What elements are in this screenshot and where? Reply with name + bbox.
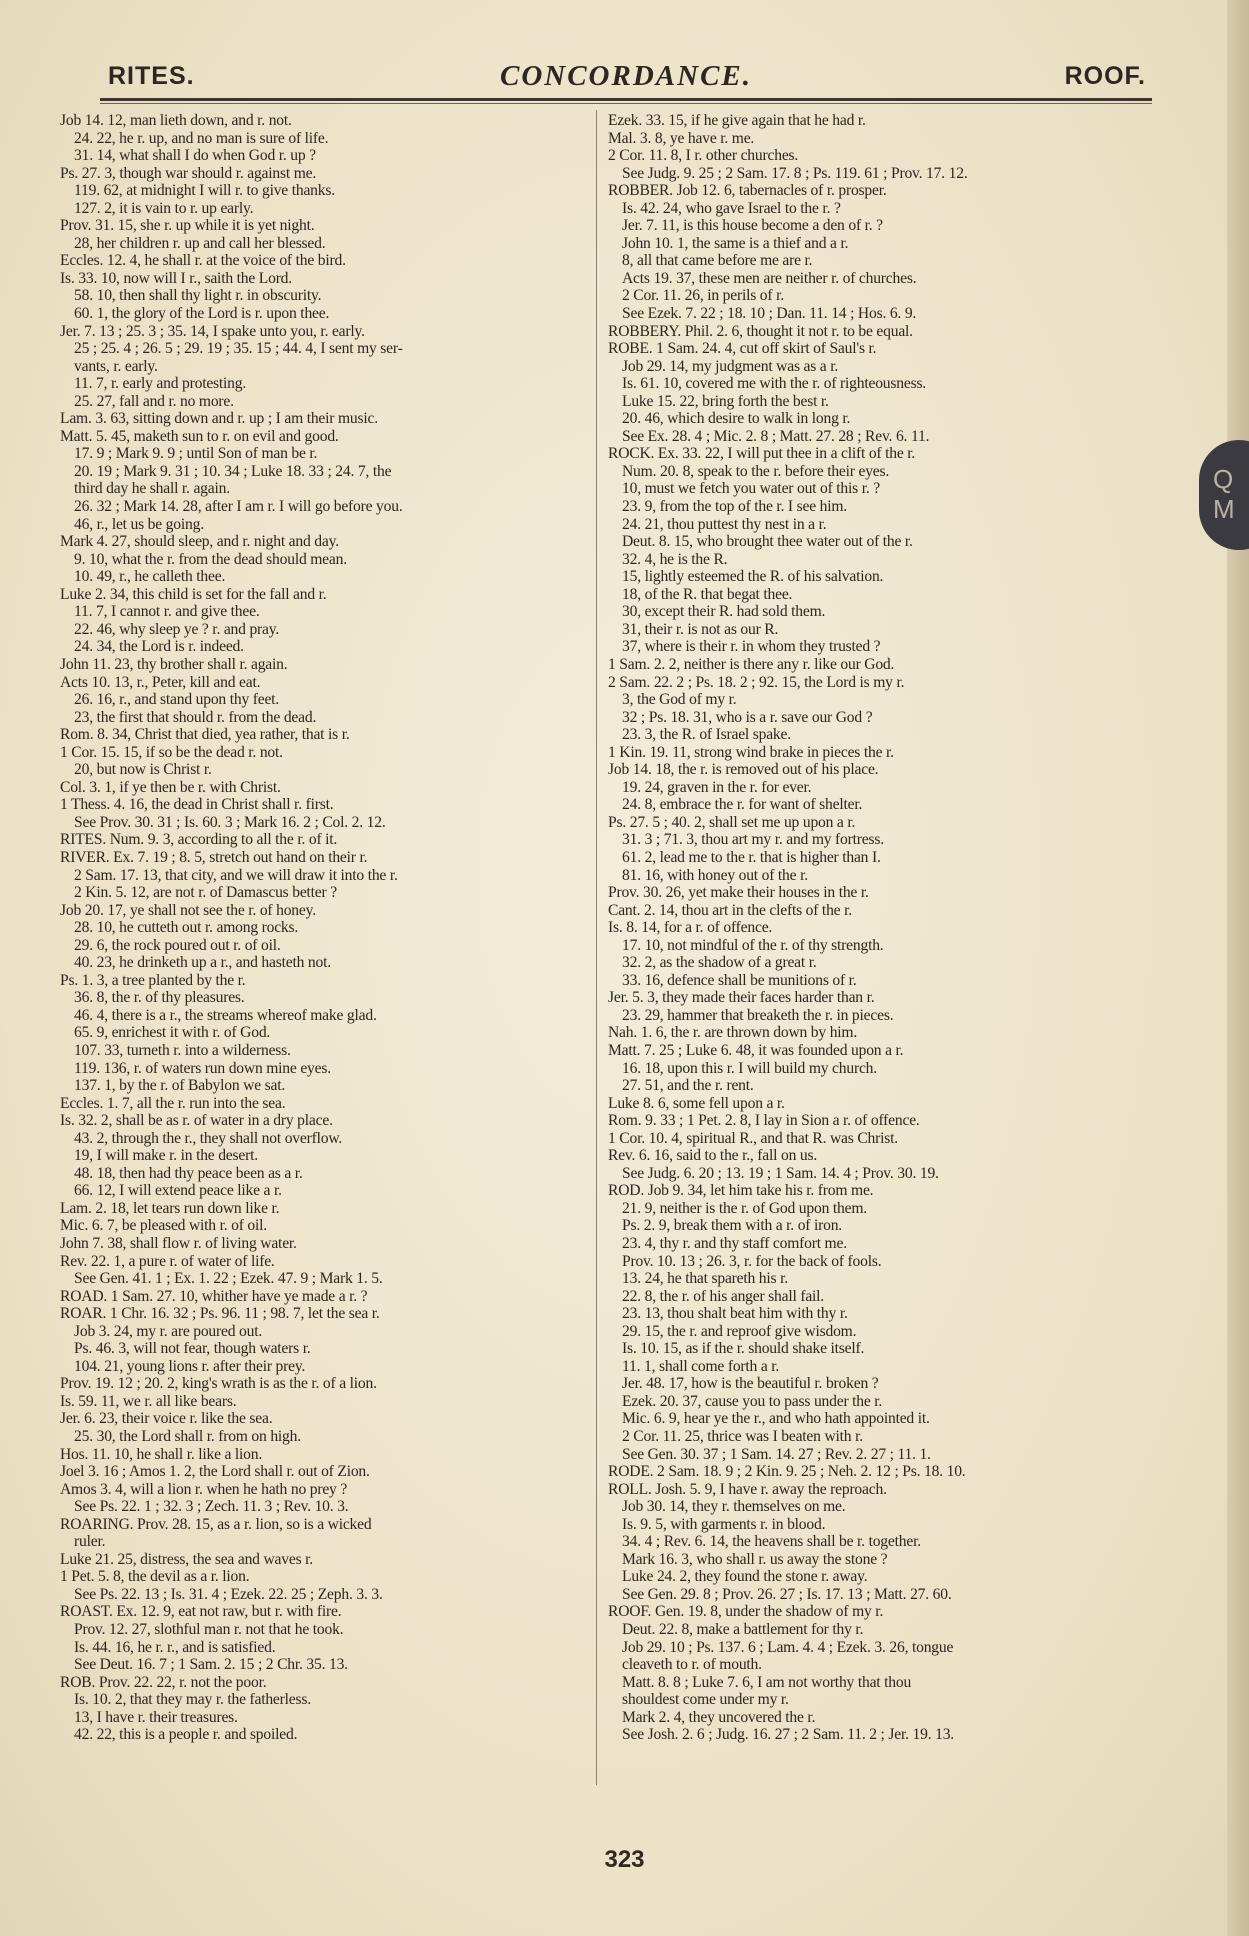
concordance-line: ROBE. 1 Sam. 24. 4, cut off skirt of Saul's r. [608,340,877,358]
concordance-line: 28. 10, he cutteth out r. among rocks. [74,919,299,937]
concordance-line: 1 Kin. 19. 11, strong wind brake in pieces the r. [608,743,894,761]
concordance-line: 107. 33, turneth r. into a wilderness. [74,1041,291,1059]
concordance-line: Cant. 2. 14, thou art in the clefts of the r. [608,901,852,919]
concordance-line: Ps. 27. 5 ; 40. 2, shall set me up upon a r. [608,813,856,831]
concordance-line: 22. 8, the r. of his anger shall fail. [622,1287,825,1305]
concordance-line: ROD. Job 9. 34, let him take his r. from me. [608,1182,874,1200]
concordance-line: Mark 4. 27, should sleep, and r. night and day. [60,533,339,551]
concordance-line: ROAST. Ex. 12. 9, eat not raw, but r. with fire. [60,1603,342,1621]
header-title: CONCORDANCE. [499,60,753,92]
concordance-line: 24. 34, the Lord is r. indeed. [74,638,244,656]
concordance-line: 23. 29, hammer that breaketh the r. in pieces. [622,1006,894,1024]
concordance-line: 18, of the R. that begat thee. [622,585,793,603]
concordance-line: RODE. 2 Sam. 18. 9 ; 2 Kin. 9. 25 ; Neh. 2. 12 ; Ps. 18. 10. [608,1463,966,1481]
concordance-line: Ezek. 33. 15, if he give again that he had r. [608,112,866,129]
concordance-line: Eccles. 1. 7, all the r. run into the sea. [60,1094,286,1112]
concordance-line: 37, where is their r. in whom they trusted ? [622,638,881,656]
concordance-line: 2 Cor. 11. 26, in perils of r. [622,287,784,305]
concordance-line: Luke 15. 22, bring forth the best r. [622,392,829,410]
concordance-line: vants, r. early. [74,357,158,375]
concordance-line: See Judg. 6. 20 ; 13. 19 ; 1 Sam. 14. 4 ; Prov. 30. 19. [622,1164,939,1182]
concordance-line: ROCK. Ex. 33. 22, I will put thee in a clift of the r. [608,445,916,463]
concordance-line: 10, must we fetch you water out of this r. ? [622,480,880,498]
concordance-line: 2 Sam. 22. 2 ; Ps. 18. 2 ; 92. 15, the Lord is my r. [608,673,905,691]
concordance-line: 11. 7, r. early and protesting. [74,375,247,393]
concordance-line: Mic. 6. 7, be pleased with r. of oil. [60,1217,267,1235]
concordance-line: 43. 2, through the r., they shall not overflow. [74,1129,343,1147]
concordance-line: 20. 19 ; Mark 9. 31 ; 10. 34 ; Luke 18. 33 ; 24. 7, the [74,462,392,480]
concordance-line: 24. 22, he r. up, and no man is sure of life. [74,129,329,147]
concordance-line: Is. 33. 10, now will I r., saith the Lord. [60,269,292,287]
concordance-line: 104. 21, young lions r. after their prey. [74,1357,306,1375]
header-rule-thin [100,103,1152,104]
concordance-line: 31. 14, what shall I do when God r. up ? [74,147,316,165]
concordance-line: Eccles. 12. 4, he shall r. at the voice of the bird. [60,252,346,270]
header-first-word: RITES. [108,62,195,90]
concordance-line: 36. 8, the r. of thy pleasures. [74,989,245,1007]
concordance-line: See Judg. 9. 25 ; 2 Sam. 17. 8 ; Ps. 119. 61 ; Prov. 17. 12. [622,164,968,182]
concordance-line: ROB. Prov. 22. 22, r. not the poor. [60,1673,267,1691]
concordance-line: 3, the God of my r. [622,691,737,709]
concordance-line: 27. 51, and the r. rent. [622,1077,754,1095]
concordance-line: 22. 46, why sleep ye ? r. and pray. [74,620,280,638]
concordance-line: 10. 49, r., he calleth thee. [74,568,226,586]
concordance-line: 17. 10, not mindful of the r. of thy strength. [622,936,884,954]
concordance-line: Prov. 30. 26, yet make their houses in the r. [608,884,869,902]
concordance-line: Is. 8. 14, for a r. of offence. [608,919,773,937]
concordance-line: 19. 24, graven in the r. for ever. [622,778,812,796]
concordance-line: 21. 9, neither is the r. of God upon them. [622,1199,867,1217]
concordance-line: 40. 23, he drinketh up a r., and hasteth not. [74,954,331,972]
concordance-line: Lam. 2. 18, let tears run down like r. [60,1199,280,1217]
concordance-line: Lam. 3. 63, sitting down and r. up ; I am their music. [60,410,378,428]
thumb-index-tab[interactable] [1199,440,1249,550]
concordance-line: Prov. 10. 13 ; 26. 3, r. for the back of fools. [622,1252,882,1270]
concordance-line: 65. 9, enrichest it with r. of God. [74,1024,271,1042]
concordance-line: 1 Pet. 5. 8, the devil as a r. lion. [60,1568,250,1586]
concordance-line: 24. 8, embrace the r. for want of shelter. [622,796,863,814]
concordance-line: ROBBERY. Phil. 2. 6, thought it not r. to be equal. [608,322,913,340]
concordance-line: ruler. [74,1533,106,1551]
concordance-line: Ps. 27. 3, though war should r. against me. [60,164,317,182]
concordance-line: 32. 4, he is the R. [622,550,728,568]
concordance-line: 48. 18, then had thy peace been as a r. [74,1164,303,1182]
concordance-line: See Ps. 22. 1 ; 32. 3 ; Zech. 11. 3 ; Rev. 10. 3. [74,1498,349,1516]
concordance-line: Is. 61. 10, covered me with the r. of righteousness. [622,375,927,393]
concordance-line: Deut. 8. 15, who brought thee water out of the r. [622,533,913,551]
concordance-line: cleaveth to r. of mouth. [622,1656,762,1674]
concordance-line: Col. 3. 1, if ye then be r. with Christ. [60,778,281,796]
concordance-line: Prov. 31. 15, she r. up while it is yet night. [60,217,315,235]
concordance-line: RITES. Num. 9. 3, according to all the r. of it. [60,831,338,849]
concordance-line: 30, except their R. had sold them. [622,603,826,621]
concordance-line: 11. 1, shall come forth a r. [622,1357,780,1375]
concordance-line: Rom. 9. 33 ; 1 Pet. 2. 8, I lay in Sion a r. of offence. [608,1112,920,1130]
concordance-line: John 10. 1, the same is a thief and a r. [622,234,849,252]
concordance-line: Luke 8. 6, some fell upon a r. [608,1094,785,1112]
concordance-line: Job 14. 18, the r. is removed out of his place. [608,761,879,779]
concordance-line: Is. 9. 5, with garments r. in blood. [622,1515,826,1533]
concordance-line: Matt. 7. 25 ; Luke 6. 48, it was founded upon a r. [608,1041,904,1059]
concordance-line: John 11. 23, thy brother shall r. again. [60,655,288,673]
concordance-line: 34. 4 ; Rev. 6. 14, the heavens shall be r. together. [622,1533,921,1551]
concordance-line: Mark 2. 4, they uncovered the r. [622,1708,816,1726]
concordance-line: 119. 136, r. of waters run down mine eyes. [74,1059,331,1077]
concordance-line: 17. 9 ; Mark 9. 9 ; until Son of man be r. [74,445,318,463]
concordance-line: Matt. 8. 8 ; Luke 7. 6, I am not worthy that thou [622,1673,912,1691]
concordance-line: 119. 62, at midnight I will r. to give thanks. [74,182,335,200]
concordance-line: 33. 16, defence shall be munitions of r. [622,971,857,989]
concordance-line: Jer. 48. 17, how is the beautiful r. broken ? [622,1375,879,1393]
concordance-line: Luke 24. 2, they found the stone r. away. [622,1568,868,1586]
concordance-line: See Josh. 2. 6 ; Judg. 16. 27 ; 2 Sam. 11. 2 ; Jer. 19. 13. [622,1726,954,1744]
concordance-line: ROLL. Josh. 5. 9, I have r. away the reproach. [608,1480,887,1498]
concordance-line: Num. 20. 8, speak to the r. before their eyes. [622,462,890,480]
concordance-line: ROARING. Prov. 28. 15, as a r. lion, so is a wicked [60,1515,372,1533]
concordance-line: 20. 46, which desire to walk in long r. [622,410,851,428]
thumb-tab-label: Q M [1213,464,1235,524]
concordance-line: ROOF. Gen. 19. 8, under the shadow of my r. [608,1603,884,1621]
concordance-line: Ps. 46. 3, will not fear, though waters r. [74,1340,311,1358]
concordance-line: 25 ; 25. 4 ; 26. 5 ; 29. 19 ; 35. 15 ; 44. 4, I sent my ser- [74,340,403,358]
concordance-line: Acts 19. 37, these men are neither r. of churches. [622,269,917,287]
concordance-line: See Ps. 22. 13 ; Is. 31. 4 ; Ezek. 22. 25 ; Zeph. 3. 3. [74,1585,383,1603]
concordance-line: Rev. 6. 16, said to the r., fall on us. [608,1147,818,1165]
concordance-line: Is. 10. 2, that they may r. the fatherless. [74,1691,311,1709]
concordance-line: 32. 2, as the shadow of a great r. [622,954,817,972]
concordance-line: Job 20. 17, ye shall not see the r. of honey. [60,901,316,919]
concordance-line: 29. 6, the rock poured out r. of oil. [74,936,281,954]
concordance-line: 31, their r. is not as our R. [622,620,779,638]
concordance-line: See Deut. 16. 7 ; 1 Sam. 2. 15 ; 2 Chr. 35. 13. [74,1656,348,1674]
concordance-line: Jer. 7. 11, is this house become a den of r. ? [622,217,883,235]
concordance-line: 29. 15, the r. and reproof give wisdom. [622,1322,857,1340]
concordance-line: 23, the first that should r. from the dead. [74,708,317,726]
concordance-line: 13. 24, he that spareth his r. [622,1270,788,1288]
concordance-line: Jer. 5. 3, they made their faces harder than r. [608,989,875,1007]
concordance-line: 9. 10, what the r. from the dead should mean. [74,550,347,568]
concordance-line: Prov. 19. 12 ; 20. 2, king's wrath is as the r. of a lion. [60,1375,377,1393]
concordance-line: Is. 44. 16, he r. r., and is satisfied. [74,1638,276,1656]
concordance-line: 66. 12, I will extend peace like a r. [74,1182,282,1200]
concordance-line: 46, r., let us be going. [74,515,204,533]
concordance-line: 25. 30, the Lord shall r. from on high. [74,1428,301,1446]
concordance-line: Jer. 6. 23, their voice r. like the sea. [60,1410,273,1428]
concordance-line: 137. 1, by the r. of Babylon we sat. [74,1077,286,1095]
concordance-line: Is. 32. 2, shall be as r. of water in a dry place. [60,1112,333,1130]
concordance-line: third day he shall r. again. [74,480,230,498]
concordance-line: Job 29. 10 ; Ps. 137. 6 ; Lam. 4. 4 ; Ezek. 3. 26, tongue [622,1638,954,1656]
concordance-line: 24. 21, thou puttest thy nest in a r. [622,515,827,533]
concordance-line: ROAR. 1 Chr. 16. 32 ; Ps. 96. 11 ; 98. 7, let the sea r. [60,1305,380,1323]
concordance-line: 46. 4, there is a r., the streams whereof make glad. [74,1006,377,1024]
concordance-line: 60. 1, the glory of the Lord is r. upon thee. [74,305,330,323]
concordance-line: 25. 27, fall and r. no more. [74,392,234,410]
concordance-line: Amos 3. 4, will a lion r. when he hath no prey ? [60,1480,348,1498]
concordance-line: See Prov. 30. 31 ; Is. 60. 3 ; Mark 16. 2 ; Col. 2. 12. [74,813,386,831]
concordance-line: ROBBER. Job 12. 6, tabernacles of r. prosper. [608,182,887,200]
concordance-line: Ps. 2. 9, break them with a r. of iron. [622,1217,843,1235]
concordance-line: Nah. 1. 6, the r. are thrown down by him. [608,1024,858,1042]
concordance-line: 26. 16, r., and stand upon thy feet. [74,691,280,709]
concordance-line: 2 Cor. 11. 25, thrice was I beaten with r. [622,1428,863,1446]
concordance-line: 23. 13, thou shalt beat him with thy r. [622,1305,848,1323]
concordance-line: ROAD. 1 Sam. 27. 10, whither have ye made a r. ? [60,1287,368,1305]
concordance-line: 23. 9, from the top of the r. I see him. [622,498,847,516]
concordance-line: 15, lightly esteemed the R. of his salvation. [622,568,884,586]
concordance-line: 2 Kin. 5. 12, are not r. of Damascus better ? [74,884,337,902]
concordance-line: 1 Sam. 2. 2, neither is there any r. like our God. [608,655,895,673]
concordance-line: Is. 42. 24, who gave Israel to the r. ? [622,199,841,217]
concordance-line: 1 Thess. 4. 16, the dead in Christ shall r. first. [60,796,334,814]
concordance-line: 19, I will make r. in the desert. [74,1147,258,1165]
concordance-line: 31. 3 ; 71. 3, thou art my r. and my fortress. [622,831,884,849]
concordance-line: 13, I have r. their treasures. [74,1708,238,1726]
concordance-line: Deut. 22. 8, make a battlement for thy r. [622,1621,864,1639]
concordance-line: 20, but now is Christ r. [74,761,212,779]
concordance-line: 1 Cor. 15. 15, if so be the dead r. not. [60,743,283,761]
concordance-line: 81. 16, with honey out of the r. [622,866,808,884]
concordance-line: Joel 3. 16 ; Amos 1. 2, the Lord shall r. out of Zion. [60,1463,370,1481]
concordance-line: See Gen. 30. 37 ; 1 Sam. 14. 27 ; Rev. 2. 27 ; 11. 1. [622,1445,931,1463]
concordance-line: 23. 4, thy r. and thy staff comfort me. [622,1235,847,1252]
concordance-line: Luke 21. 25, distress, the sea and waves r. [60,1550,313,1568]
concordance-line: Rev. 22. 1, a pure r. of water of life. [60,1252,275,1270]
concordance-line: 32 ; Ps. 18. 31, who is a r. save our God ? [622,708,873,726]
concordance-line: 1 Cor. 10. 4, spiritual R., and that R. was Christ. [608,1129,898,1147]
concordance-line: Acts 10. 13, r., Peter, kill and eat. [60,673,261,691]
header-rule [100,98,1152,101]
concordance-line: See Gen. 41. 1 ; Ex. 1. 22 ; Ezek. 47. 9 ; Mark 1. 5. [74,1270,383,1288]
concordance-line: See Gen. 29. 8 ; Prov. 26. 27 ; Is. 17. 13 ; Matt. 27. 60. [622,1585,952,1603]
concordance-line: Jer. 7. 13 ; 25. 3 ; 35. 14, I spake unto you, r. early. [60,322,365,340]
concordance-line: shouldest come under my r. [622,1691,789,1709]
left-column [60,112,565,1802]
concordance-line: 42. 22, this is a people r. and spoiled. [74,1726,298,1744]
concordance-line: 16. 18, upon this r. I will build my church. [622,1059,877,1077]
concordance-line: Luke 2. 34, this child is set for the fall and r. [60,585,327,603]
concordance-line: Rom. 8. 34, Christ that died, yea rather, that is r. [60,726,350,744]
concordance-line: Is. 59. 11, we r. all like bears. [60,1392,237,1410]
concordance-line: RIVER. Ex. 7. 19 ; 8. 5, stretch out hand on their r. [60,848,368,866]
concordance-line: Ps. 1. 3, a tree planted by the r. [60,971,246,989]
concordance-line: 28, her children r. up and call her blessed. [74,234,326,252]
concordance-line: Job 3. 24, my r. are poured out. [74,1322,263,1340]
concordance-line: See Ex. 28. 4 ; Mic. 2. 8 ; Matt. 27. 28 ; Rev. 6. 11. [622,427,930,445]
header-last-word: ROOF. [1064,62,1146,90]
column-divider [596,110,597,1785]
concordance-line: 2 Cor. 11. 8, I r. other churches. [608,147,799,165]
concordance-line: See Ezek. 7. 22 ; 18. 10 ; Dan. 11. 14 ; Hos. 6. 9. [622,305,917,323]
concordance-line: Prov. 12. 27, slothful man r. not that he took. [74,1621,344,1639]
concordance-line: 127. 2, it is vain to r. up early. [74,199,254,217]
concordance-line: Job 14. 12, man lieth down, and r. not. [60,112,292,129]
right-column [608,112,1113,1802]
concordance-line: Hos. 11. 10, he shall r. like a lion. [60,1445,263,1463]
concordance-line: 26. 32 ; Mark 14. 28, after I am r. I will go before you. [74,498,403,516]
concordance-line: Ezek. 20. 37, cause you to pass under the r. [622,1392,883,1410]
concordance-line: 2 Sam. 17. 13, that city, and we will draw it into the r. [74,866,398,884]
page-number: 323 [604,1846,645,1873]
running-header [100,54,1152,94]
concordance-line: Mark 16. 3, who shall r. us away the stone ? [622,1550,888,1568]
concordance-line: 61. 2, lead me to the r. that is higher than I. [622,848,881,866]
concordance-line: 11. 7, I cannot r. and give thee. [74,603,260,621]
concordance-line: 8, all that came before me are r. [622,252,813,270]
concordance-line: Matt. 5. 45, maketh sun to r. on evil and good. [60,427,339,445]
concordance-line: Is. 10. 15, as if the r. should shake itself. [622,1340,865,1358]
page-edge [1227,0,1249,1936]
concordance-line: Job 29. 14, my judgment was as a r. [622,357,839,375]
concordance-line: Mal. 3. 8, ye have r. me. [608,129,755,147]
concordance-line: John 7. 38, shall flow r. of living water. [60,1235,297,1252]
concordance-line: 23. 3, the R. of Israel spake. [622,726,791,744]
concordance-line: 58. 10, then shall thy light r. in obscurity. [74,287,322,305]
concordance-line: Job 30. 14, they r. themselves on me. [622,1498,846,1516]
concordance-line: Mic. 6. 9, hear ye the r., and who hath appointed it. [622,1410,930,1428]
